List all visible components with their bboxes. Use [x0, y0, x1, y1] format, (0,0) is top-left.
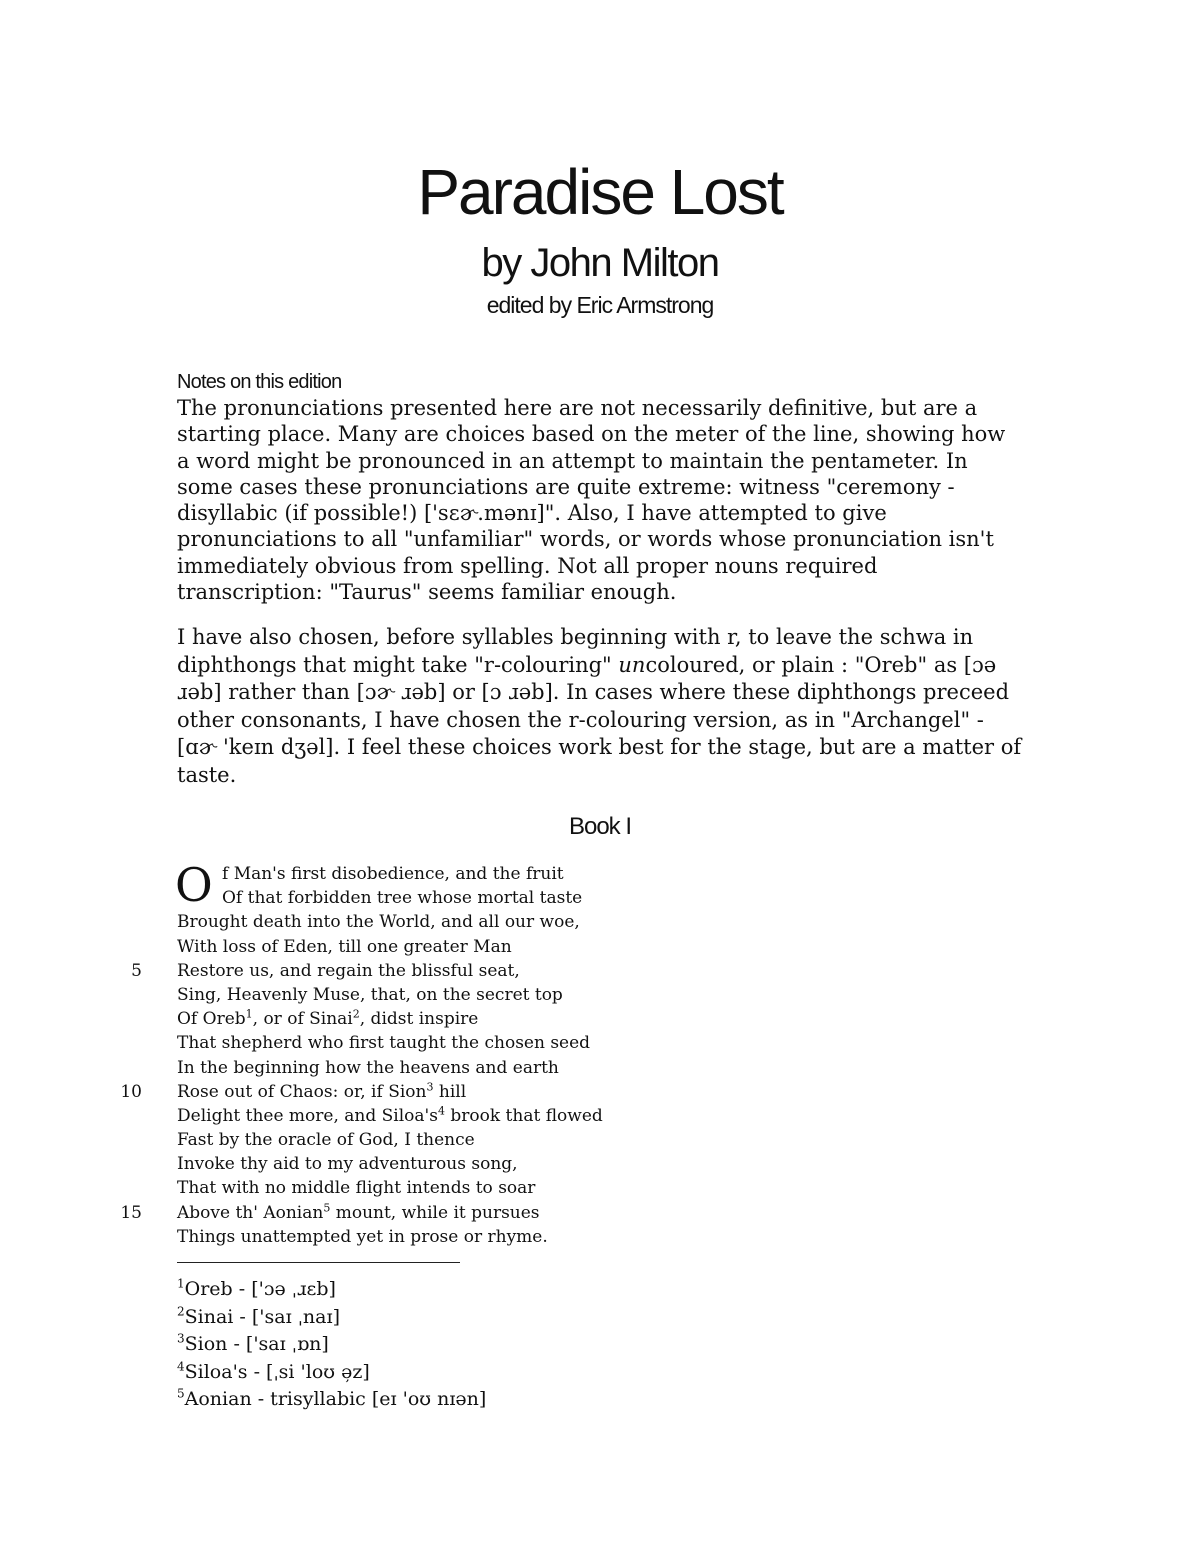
poem-line: [0, 935, 1200, 959]
footnote-ref: 3: [426, 1080, 434, 1094]
footnote-separator: [177, 1262, 460, 1263]
line-text: [177, 1104, 603, 1128]
line-text-part: brook that flowed: [444, 1105, 603, 1126]
line-text: Sing, Heavenly Muse, that, on the secret top: [177, 984, 563, 1005]
footnote-ref: 1: [245, 1007, 253, 1021]
line-text-part: , or of Sinai: [252, 1009, 353, 1030]
poem-line: [0, 1104, 1200, 1128]
notes-paragraph-1: The pronunciations presented here are not necessarily definitive, but are a starting place. Many are choices based on the meter of the line, showing how a word might be pronounced in an attempt to maintain the pentameter. In some cases these pronunciations are quite extreme: witness "ceremony - disyllabic (if possible!) ['sɛɚ.mənɪ]". Also, I have attempted to give pronunciations to all "unfamiliar" words, or words whose pronunciation isn't immediately obvious from spelling. Not all proper nouns required transcription: "Taurus" seems familiar enough.: [177, 396, 1006, 605]
line-text: Fast by the oracle of God, I thence: [177, 1130, 475, 1151]
line-text-part: Rose out of Chaos: or, if Sion: [177, 1081, 427, 1102]
poem-line: [0, 1176, 1200, 1200]
footnote-mark: 2: [177, 1304, 185, 1319]
poem-lines: [0, 858, 1200, 1249]
poem-line: [0, 1031, 1200, 1055]
poem-line: [0, 862, 1200, 886]
line-text: [177, 1080, 466, 1104]
document-title: Paradise Lost: [417, 156, 783, 228]
footnote-ref: 4: [437, 1104, 445, 1118]
line-text: Invoke thy aid to my adventurous song,: [177, 1154, 518, 1175]
footnote-mark: 3: [177, 1331, 185, 1346]
line-text: Brought death into the World, and all our woe,: [177, 912, 580, 933]
editor-line: edited by Eric Armstrong: [486, 292, 714, 318]
notes-paragraph-2-part-2: coloured, or plain : "Oreb" as [ɔə ɹəb] rather than [ɔɚ ɹəb] or [ɔ ɹəb]. In cases where these diphthongs preceed other consonants, I have chosen the r-colouring version, as in "Archangel" - [ɑɚ 'keɪn dʒəl]. I feel these choices work best for the stage, but are a matter of taste.: [177, 652, 1022, 787]
line-text: Restore us, and regain the blissful seat,: [177, 960, 520, 981]
poem-line: [0, 959, 1200, 983]
line-text-part: Delight thee more, and Siloa's: [177, 1105, 438, 1126]
line-text-part: Of Oreb: [177, 1009, 246, 1030]
footnote-text: Oreb - ['ɔə ˌɹɛb]: [184, 1278, 336, 1300]
line-text: Of that forbidden tree whose mortal taste: [222, 888, 583, 909]
author-line: by John Milton: [481, 241, 719, 285]
poem-line: [0, 1080, 1200, 1104]
line-text-part: mount, while it pursues: [330, 1202, 540, 1223]
poem-line: [0, 886, 1200, 910]
line-text-part: Above th' Aonian: [177, 1202, 324, 1223]
footnote-text: Sinai - ['saɪ ˌnaɪ]: [184, 1305, 340, 1328]
line-number: 15: [120, 1202, 142, 1223]
line-text-part: hill: [433, 1081, 467, 1102]
line-text: Things unattempted yet in prose or rhyme.: [177, 1226, 548, 1247]
line-text: [177, 1201, 540, 1225]
poem-line: [0, 1201, 1200, 1225]
footnote-ref: 5: [323, 1200, 331, 1214]
poem-line: [0, 1225, 1200, 1249]
footnote: [177, 1304, 486, 1332]
notes-heading: Notes on this edition: [177, 371, 342, 393]
footnotes: [177, 1276, 486, 1414]
poem-line: [0, 1152, 1200, 1176]
footnote-mark: 5: [177, 1386, 185, 1401]
footnote-text: Sion - ['saɪ ˌɒn]: [184, 1333, 329, 1355]
line-text: That with no middle flight intends to soar: [177, 1178, 536, 1199]
poem-line: [0, 1128, 1200, 1152]
poem-line: [0, 1056, 1200, 1080]
footnote-mark: 4: [177, 1359, 185, 1374]
footnote-ref: 2: [352, 1007, 360, 1021]
notes-paragraph-2-part-1: I have also chosen, before syllables beginning with r, to leave the schwa in diphthongs that might take "r-colouring": [177, 625, 974, 677]
poem-line: [0, 1007, 1200, 1031]
footnote: [177, 1359, 486, 1387]
line-text-part: , didst inspire: [359, 1009, 479, 1030]
notes-paragraph-2: [177, 624, 1022, 789]
line-number: 5: [131, 960, 142, 981]
line-text: f Man's first disobedience, and the fruit: [222, 864, 564, 884]
footnote: [177, 1276, 486, 1304]
footnote: [177, 1386, 486, 1414]
notes-paragraph-2-italic: un: [618, 652, 646, 677]
line-number: 10: [120, 1081, 142, 1102]
book-heading: Book I: [568, 813, 632, 840]
poem-line: [0, 983, 1200, 1007]
footnote-text: Aonian - trisyllabic [eɪ 'oʊ nɪən]: [184, 1388, 487, 1410]
line-text: With loss of Eden, till one greater Man: [177, 936, 512, 957]
drop-cap-letter: O: [175, 858, 213, 912]
poem-line: [0, 910, 1200, 934]
line-text: [177, 1007, 478, 1031]
footnote-mark: 1: [177, 1276, 185, 1291]
footnote: [177, 1331, 486, 1359]
line-text: That shepherd who first taught the chosen seed: [177, 1033, 591, 1054]
footnote-text: Siloa's - [ˌsi 'loʊ ə̦z]: [184, 1360, 370, 1383]
line-text: In the beginning how the heavens and earth: [177, 1057, 559, 1078]
